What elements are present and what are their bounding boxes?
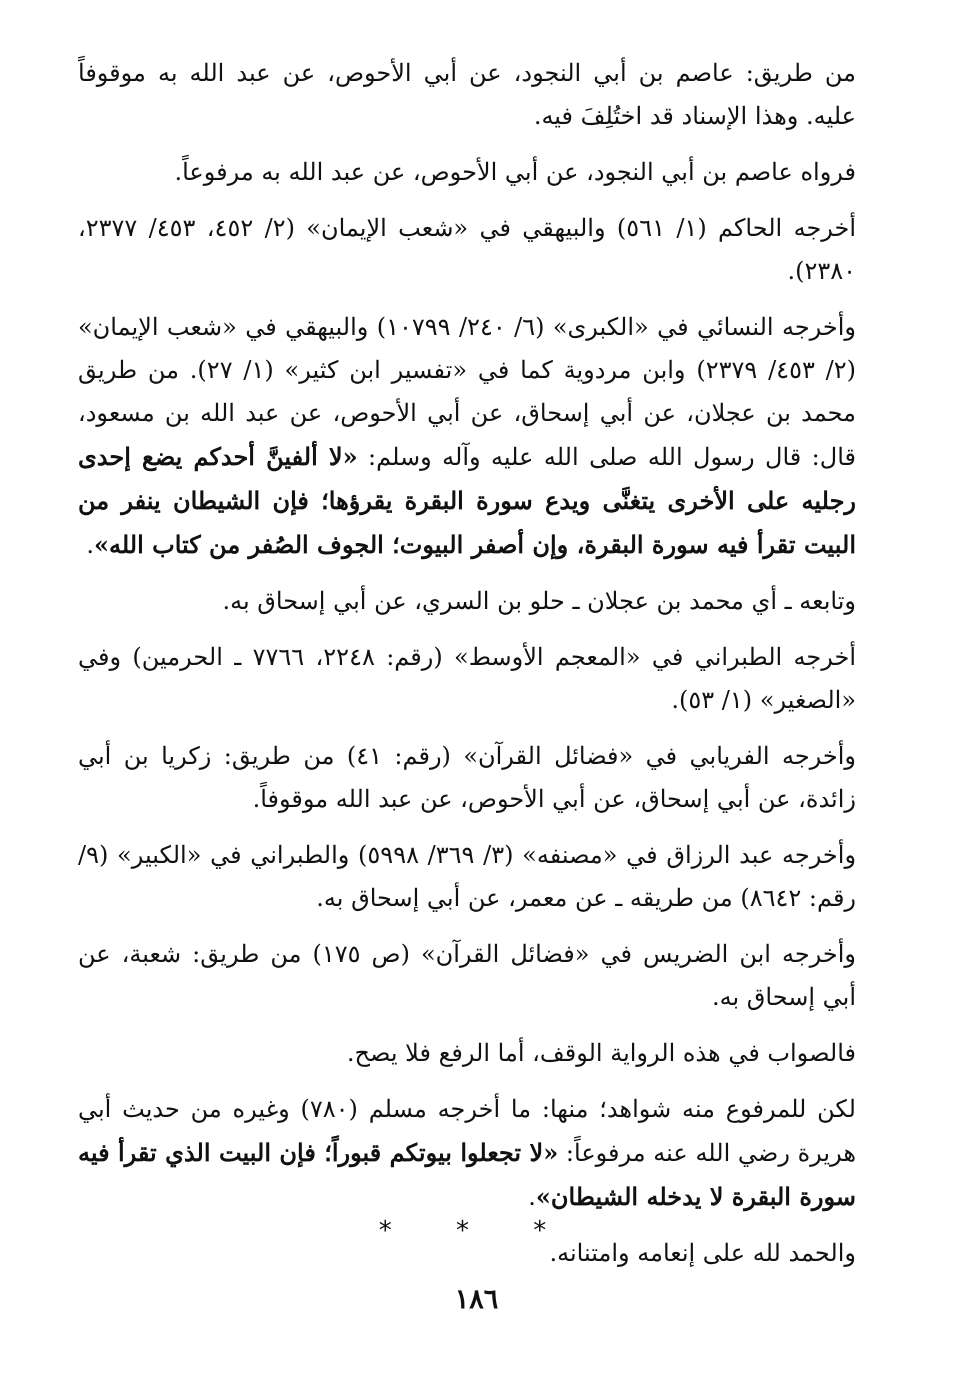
page-number: ١٨٦ — [454, 1284, 499, 1315]
text-segment: وأخرجه عبد الرزاق في «مصنفه» (٣/ ٣٦٩/ ٥٩٩٨) والطبراني في «الكبير» (٩/ رقم: ٨٦٤٢) من طريقه ـ عن معمر، عن أبي إسحاق به. — [78, 841, 857, 912]
paragraph-2 — [78, 151, 856, 194]
hadith-quote: «لا ألفينَّ أحدكم يضع إحدى رجليه على الأخرى يتغنَّى ويدع سورة البقرة يقرؤها؛ فإن الشيطان ينفر من البيت تقرأ فيه سورة البقرة، وإن أصفر البيوت؛ الجوف الصُفر من كتاب الله» — [78, 442, 856, 559]
text-segment: . — [528, 1183, 536, 1211]
text-segment: من طريق: عاصم بن أبي النجود، عن أبي الأحوص، عن عبد الله به موقوفاً عليه. وهذا الإسناد قد اختُلِفَ فيه. — [78, 59, 856, 130]
paragraph-3 — [78, 207, 856, 293]
paragraph-7 — [78, 735, 856, 821]
paragraph-11 — [78, 1088, 856, 1219]
text-segment: فالصواب في هذه الرواية الوقف، أما الرفع فلا يصح. — [346, 1039, 856, 1067]
text-segment: وأخرجه النسائي في «الكبرى» (٦/ ٢٤٠/ ١٠٧٩٩) والبيهقي في «شعب الإيمان» (٢/ ٤٥٣/ ٢٣٧٩) وابن مردوية كما في «تفسير ابن كثير» (١/ ٢٧). من طريق محمد بن عجلان، عن أبي إسحاق، عن أبي الأحوص، عن عبد الله بن مسعود، قال: قال رسول الله صلى الله عليه وآله وسلم: — [78, 313, 857, 471]
paragraph-4 — [78, 306, 856, 567]
paragraph-9 — [78, 933, 856, 1019]
paragraph-5 — [78, 580, 856, 623]
section-separator: * * * — [378, 1216, 575, 1246]
text-segment: أخرجه الحاكم (١/ ٥٦١) والبيهقي في «شعب الإيمان» (٢/ ٤٥٢، ٤٥٣/ ٢٣٧٧، ٢٣٨٠). — [78, 214, 857, 285]
text-segment: والحمد لله على إنعامه وامتنانه. — [549, 1239, 856, 1267]
paragraph-10 — [78, 1032, 856, 1075]
text-segment: وأخرجه ابن الضريس في «فضائل القرآن» (ص ١٧٥) من طريق: شعبة، عن أبي إسحاق به. — [78, 940, 857, 1011]
text-segment: أخرجه الطبراني في «المعجم الأوسط» (رقم: ٢٢٤٨، ٧٧٦٦ ـ الحرمين) وفي «الصغير» (١/ ٥٣). — [78, 643, 856, 714]
page-body — [78, 52, 856, 1288]
paragraph-8 — [78, 834, 856, 920]
text-segment: وتابعه ـ أي محمد بن عجلان ـ حلو بن السري، عن أبي إسحاق به. — [222, 587, 856, 615]
paragraph-1 — [78, 52, 856, 138]
hadith-quote: «لا تجعلوا بيوتكم قبوراً؛ فإن البيت الذي تقرأ فيه سورة البقرة لا يدخله الشيطان» — [78, 1138, 856, 1211]
paragraph-6 — [78, 636, 856, 722]
text-segment: لكن للمرفوع منه شواهد؛ منها: ما أخرجه مسلم (٧٨٠) وغيره من حديث أبي هريرة رضي الله عنه مرفوعاً: — [78, 1095, 857, 1167]
text-segment: فرواه عاصم بن أبي النجود، عن أبي الأحوص، عن عبد الله به مرفوعاً. — [174, 158, 856, 186]
text-segment: . — [86, 531, 94, 559]
text-segment: وأخرجه الفريابي في «فضائل القرآن» (رقم: ٤١) من طريق: زكريا بن أبي زائدة، عن أبي إسحاق، عن أبي الأحوص، عن عبد الله موقوفاً. — [78, 742, 857, 813]
